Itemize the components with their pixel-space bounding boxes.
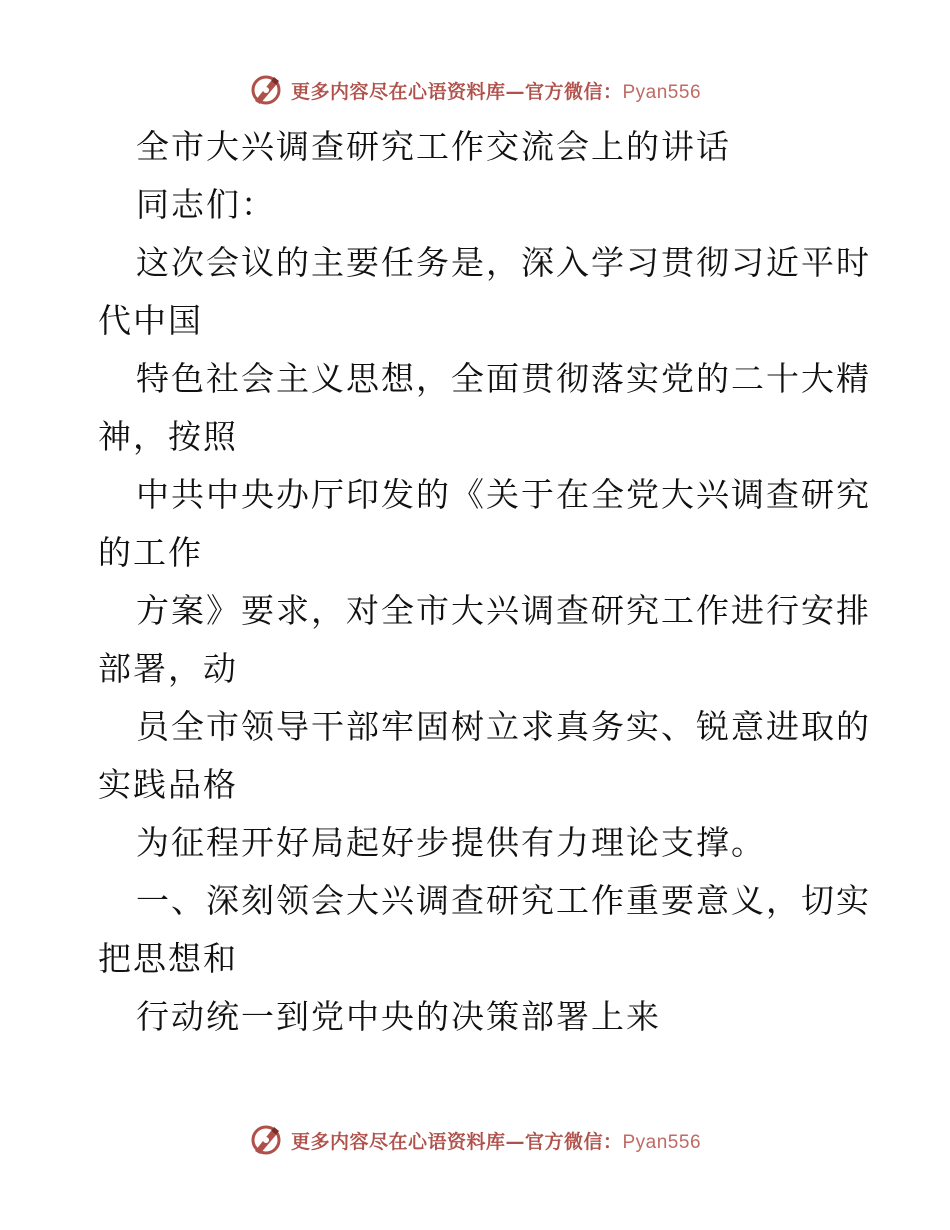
body-line: 实践品格	[98, 765, 238, 804]
banner-text: 更多内容尽在心语资料库—官方微信：	[290, 1130, 623, 1153]
body-line: 为征程开好局起好步提供有力理论支撑。	[136, 823, 766, 862]
pen-logo-icon	[249, 1123, 283, 1157]
body-lines	[98, 234, 871, 1046]
salutation: 同志们：	[136, 185, 276, 224]
banner-wechat-id: Pyan556	[622, 1131, 702, 1153]
body-line: 这次会议的主要任务是，深入学习贯彻习近平时	[136, 243, 871, 282]
document-body	[98, 118, 871, 1046]
header-watermark-banner	[0, 70, 950, 110]
pen-logo-icon	[249, 73, 283, 107]
banner-wechat-id: Pyan556	[622, 81, 702, 103]
body-line: 一、深刻领会大兴调查研究工作重要意义，切实	[136, 881, 871, 920]
footer-watermark-banner	[0, 1120, 950, 1160]
body-line: 把思想和	[98, 939, 238, 978]
body-line: 中共中央办厅印发的《关于在全党大兴调查研究	[136, 475, 871, 514]
body-line: 方案》要求，对全市大兴调查研究工作进行安排	[136, 591, 871, 630]
body-line: 员全市领导干部牢固树立求真务实、锐意进取的	[136, 707, 871, 746]
body-line: 的工作	[98, 533, 203, 572]
body-line: 神，按照	[98, 417, 238, 456]
body-line: 行动统一到党中央的决策部署上来	[136, 997, 661, 1036]
body-line: 特色社会主义思想，全面贯彻落实党的二十大精	[136, 359, 871, 398]
body-line: 代中国	[98, 301, 203, 340]
document-title: 全市大兴调查研究工作交流会上的讲话	[136, 127, 731, 166]
banner-text: 更多内容尽在心语资料库—官方微信：	[290, 80, 623, 103]
body-line: 部署，动	[98, 649, 238, 688]
